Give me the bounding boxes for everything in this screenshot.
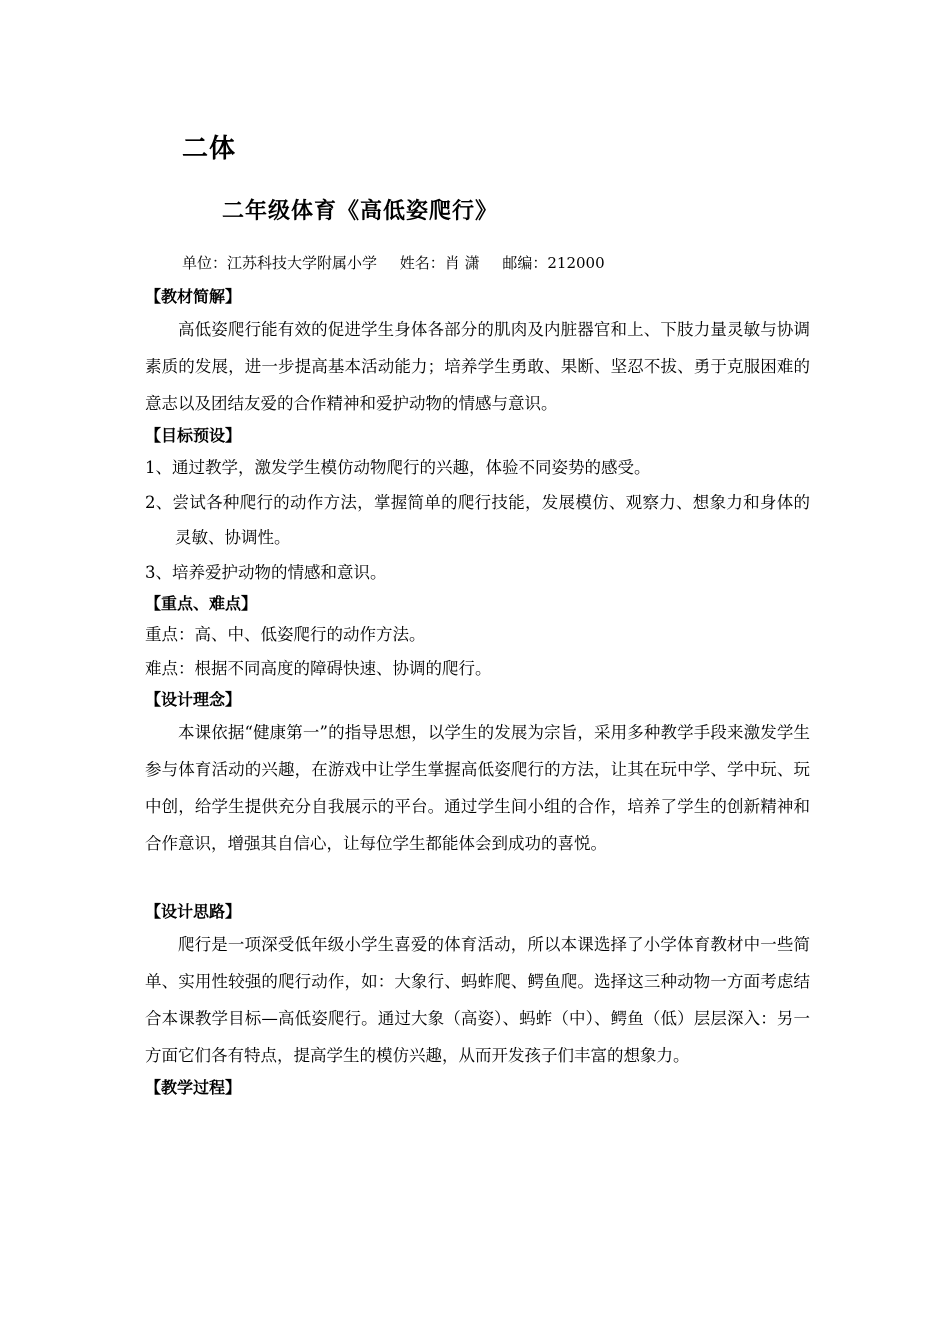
difficulty-point: 难点：根据不同高度的障碍快速、协调的爬行。: [145, 659, 492, 678]
section-heading-design-idea: 【设计思路】: [145, 902, 242, 921]
author-postcode: 邮编：212000: [502, 254, 605, 272]
section-heading-design-concept: 【设计理念】: [145, 690, 242, 709]
author-unit: 单位：江苏科技大学附属小学: [182, 254, 378, 272]
section-heading-goals: 【目标预设】: [145, 426, 242, 445]
goal-item-1: 1、通过教学，激发学生模仿动物爬行的兴趣，体验不同姿势的感受。: [145, 458, 651, 477]
section-heading-process: 【教学过程】: [145, 1078, 242, 1097]
document-body: [145, 283, 810, 1102]
goal-item-3: 3、培养爱护动物的情感和意识。: [145, 563, 387, 582]
author-name: 姓名：肖 潇: [399, 254, 480, 272]
section-heading-materials: 【教材简解】: [145, 287, 242, 306]
key-point: 重点：高、中、低姿爬行的动作方法。: [145, 625, 426, 644]
author-meta: [182, 252, 623, 273]
goal-item-2: 2、尝试各种爬行的动作方法，掌握简单的爬行技能，发展模仿、观察力、想象力和身体的灵敏、协调性。: [145, 493, 810, 547]
section-body-design-concept: 本课依据“健康第一”的指导思想，以学生的发展为宗旨，采用多种教学手段来激发学生参与体育活动的兴趣，在游戏中让学生掌握高低姿爬行的方法，让其在玩中学、学中玩、玩中创，给学生提供充分自我展示的平台。通过学生间小组的合作，培养了学生的创新精神和合作意识，增强其自信心，让每位学生都能体会到成功的喜悦。: [145, 723, 810, 853]
section-heading-key-points: 【重点、难点】: [145, 594, 258, 613]
section-body-materials: 高低姿爬行能有效的促进学生身体各部分的肌肉及内脏器官和上、下肢力量灵敏与协调素质的发展，进一步提高基本活动能力；培养学生勇敢、果断、坚忍不拔、勇于克服困难的意志以及团结友爱的合作精神和爱护动物的情感与意识。: [145, 320, 810, 413]
document-title: 二年级体育《高低姿爬行》: [222, 199, 499, 224]
section-gap: [145, 862, 810, 898]
document-category: 二体: [182, 134, 237, 164]
section-body-design-idea: 爬行是一项深受低年级小学生喜爱的体育活动，所以本课选择了小学体育教材中一些简单、实用性较强的爬行动作，如：大象行、蚂蚱爬、鳄鱼爬。选择这三种动物一方面考虑结合本课教学目标—高低姿爬行。通过大象（高姿）、蚂蚱（中）、鳄鱼（低）层层深入：另一方面它们各有特点，提高学生的模仿兴趣，从而开发孩子们丰富的想象力。: [145, 935, 810, 1065]
